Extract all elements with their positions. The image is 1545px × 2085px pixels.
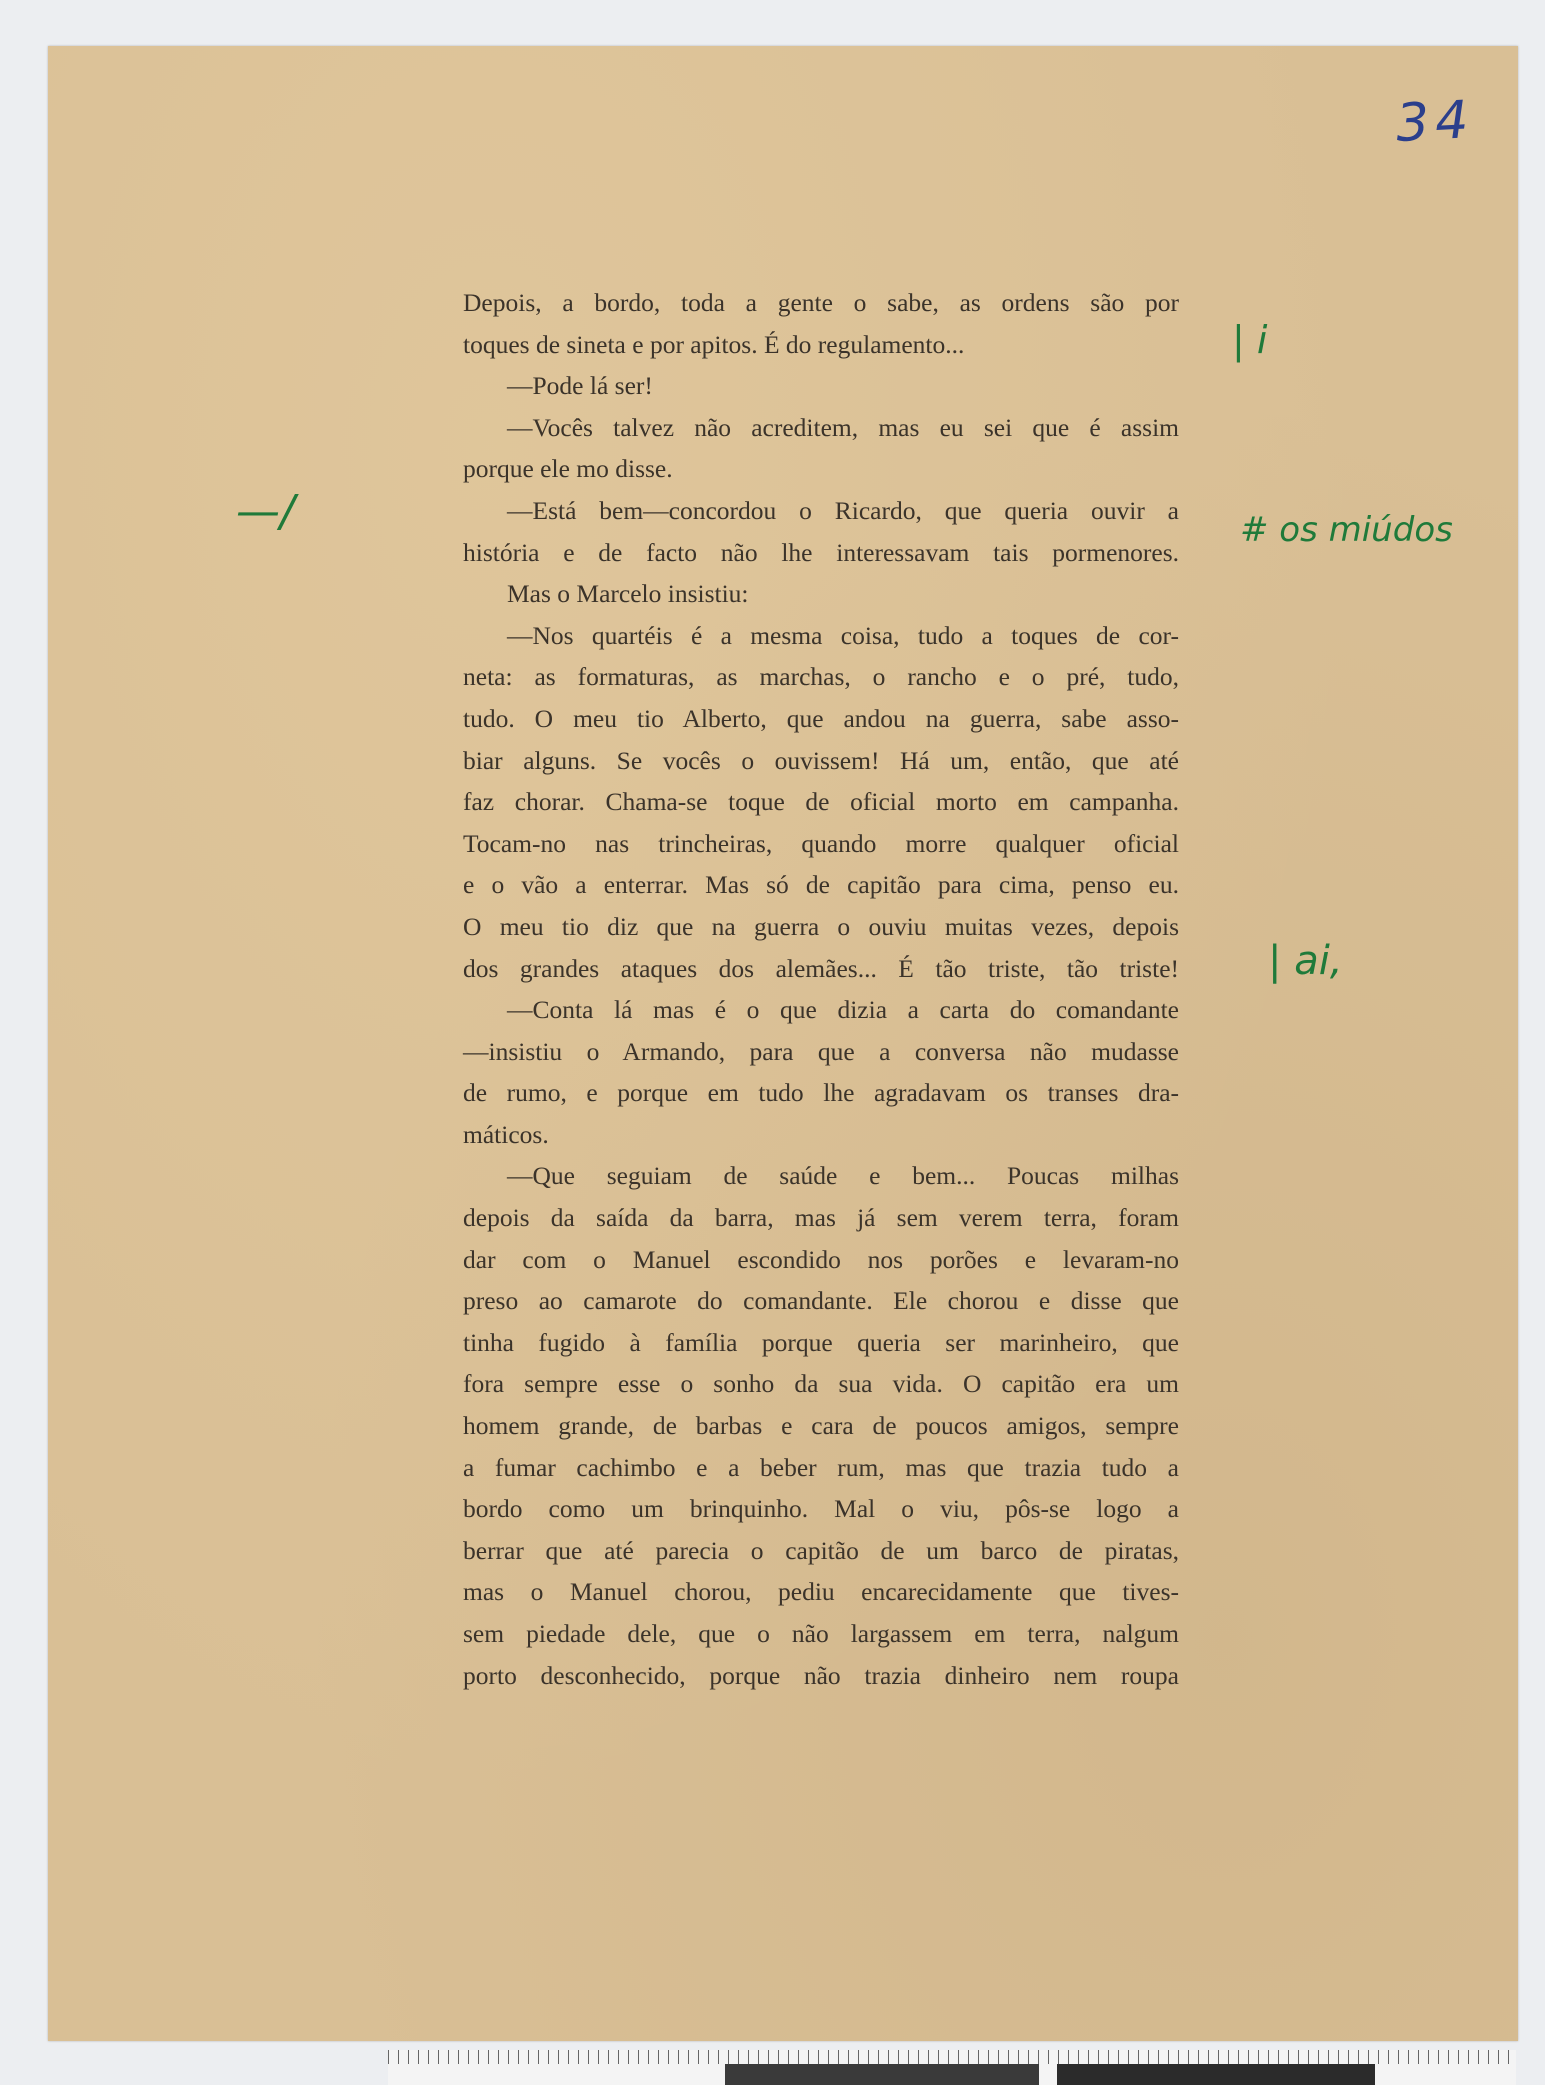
text-line: porque ele mo disse. [463,454,673,484]
text-line: berrar que até parecia o capitão de um barco de piratas, [463,1535,1179,1565]
color-bar [1057,2064,1375,2085]
text-line: —Nos quartéis é a mesma coisa, tudo a toques de cor- [507,620,1179,650]
text-line: e o vão a enterrar. Mas só de capitão para cima, penso eu. [463,870,1179,900]
text-line: O meu tio diz que na guerra o ouviu muitas vezes, depois [463,911,1179,941]
text-line: Tocam-no nas trincheiras, quando morre qualquer oficial [463,828,1179,858]
text-line: porto desconhecido, porque não trazia dinheiro nem roupa [463,1660,1179,1690]
text-line: —Está bem—concordou o Ricardo, que queria ouvir a [507,495,1179,525]
margin-annotation: | i [1232,318,1268,362]
text-line: dos grandes ataques dos alemães... É tão triste, tão triste! [463,953,1179,983]
text-line: mas o Manuel chorou, pediu encarecidamente que tives- [463,1577,1179,1607]
body-text [463,282,1179,1696]
margin-annotation: # os miúdos [1240,510,1453,550]
text-line: Mas o Marcelo insistiu: [507,579,749,609]
text-line: depois da saída da barra, mas já sem verem terra, foram [463,1203,1179,1233]
text-line: preso ao camarote do comandante. Ele chorou e disse que [463,1286,1179,1316]
text-line: —Vocês talvez não acreditem, mas eu sei que é assim [507,412,1179,442]
text-line: neta: as formaturas, as marchas, o rancho e o pré, tudo, [463,662,1179,692]
text-line: dar com o Manuel escondido nos porões e levaram-no [463,1244,1179,1274]
text-line: faz chorar. Chama-se toque de oficial morto em campanha. [463,787,1179,817]
text-line: máticos. [463,1119,549,1149]
text-line: a fumar cachimbo e a beber rum, mas que trazia tudo a [463,1452,1179,1482]
text-line: —Pode lá ser! [507,371,653,401]
text-line: história e de facto não lhe interessavam tais pormenores. [463,537,1179,567]
color-bar [725,2064,1039,2085]
margin-annotation: | ai, [1268,938,1343,984]
scale-ruler [388,2050,1516,2085]
text-line: sem piedade dele, que o não largassem em terra, nalgum [463,1619,1179,1648]
text-line: tudo. O meu tio Alberto, que andou na guerra, sabe asso- [463,703,1179,733]
text-line: —insistiu o Armando, para que a conversa não mudasse [463,1036,1179,1066]
text-line: toques de sineta e por apitos. É do regulamento... [463,329,965,359]
text-line: Depois, a bordo, toda a gente o sabe, as ordens são por [463,288,1179,317]
text-line: bordo como um brinquinho. Mal o viu, pôs-se logo a [463,1494,1179,1524]
text-line: —Que seguiam de saúde e bem... Poucas milhas [507,1161,1179,1191]
text-line: tinha fugido à família porque queria ser marinheiro, que [463,1327,1179,1357]
text-line: de rumo, e porque em tudo lhe agradavam os transes dra- [463,1078,1179,1108]
ruler-ticks [388,2050,1516,2064]
page-number: 34 [1394,89,1476,155]
text-line: —Conta lá mas é o que dizia a carta do comandante [507,995,1179,1025]
margin-annotation: —/ [236,486,295,537]
text-line: biar alguns. Se vocês o ouvissem! Há um, então, que até [463,745,1179,775]
text-line: homem grande, de barbas e cara de poucos amigos, sempre [463,1411,1179,1441]
text-line: fora sempre esse o sonho da sua vida. O capitão era um [463,1369,1179,1399]
